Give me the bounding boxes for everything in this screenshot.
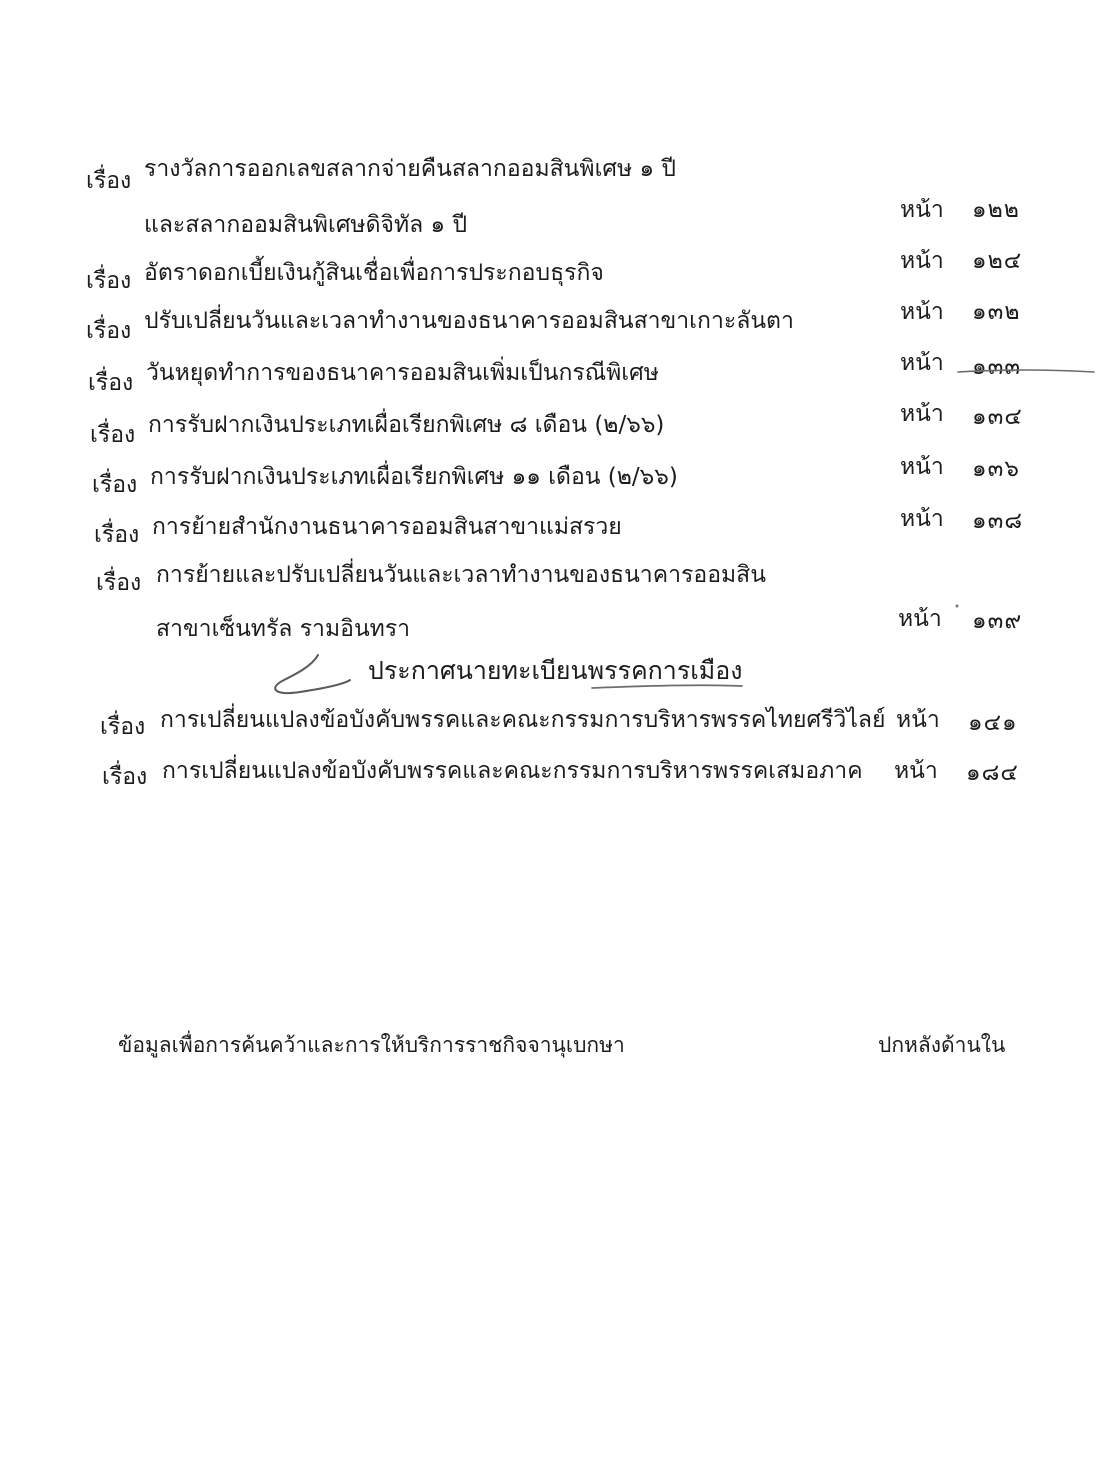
entry-title: ปรับเปลี่ยนวันและเวลาทำงานของธนาคารออมสินสาขาเกาะลันตา	[144, 308, 794, 334]
entry-label: เรื่อง	[86, 318, 132, 344]
page-number: ๑๓๖	[972, 456, 1020, 482]
entry-label: เรื่อง	[94, 522, 140, 548]
page-number: ๑๓๔	[972, 404, 1023, 430]
footer-page-location: ปกหลังด้านใน	[878, 1033, 1006, 1057]
page-label: หน้า	[900, 506, 944, 532]
page-number: ๑๓๘	[972, 508, 1024, 534]
section-heading: ประกาศนายทะเบียนพรรคการเมือง	[368, 656, 743, 685]
page-number: ๑๒๔	[972, 248, 1023, 274]
page-number: ๑๓๓	[972, 354, 1022, 380]
entry-title: อัตราดอกเบี้ยเงินกู้สินเชื่อเพื่อการประกอบธุรกิจ	[144, 260, 604, 286]
entry-label: เรื่อง	[102, 764, 148, 790]
page-label: หน้า	[894, 758, 938, 784]
entry-title: การรับฝากเงินประเภทเผื่อเรียกพิเศษ ๘ เดือน (๒/๖๖)	[148, 412, 665, 438]
page-label: หน้า	[900, 299, 944, 325]
entry-title: การย้ายสำนักงานธนาคารออมสินสาขาแม่สรวย	[152, 514, 622, 540]
page-number: ๑๓๒	[972, 299, 1021, 325]
entry-title: การย้ายและปรับเปลี่ยนวันและเวลาทำงานของธนาคารออมสิน	[156, 562, 766, 588]
page-label: หน้า	[900, 401, 944, 427]
entry-label: เรื่อง	[88, 370, 134, 396]
page-label: หน้า	[900, 350, 944, 376]
entry-label: เรื่อง	[86, 168, 132, 194]
page-number: ๑๔๑	[968, 710, 1018, 736]
entry-title: การรับฝากเงินประเภทเผื่อเรียกพิเศษ ๑๑ เดือน (๒/๖๖)	[150, 464, 678, 490]
entry-label: เรื่อง	[86, 268, 132, 294]
page-label: หน้า	[900, 454, 944, 480]
entry-title: การเปลี่ยนแปลงข้อบังคับพรรคและคณะกรรมการบริหารพรรคเสมอภาค	[162, 758, 863, 784]
page-number: ๑๓๙	[972, 608, 1023, 634]
entry-label: เรื่อง	[92, 472, 138, 498]
page-label: หน้า	[900, 248, 944, 274]
page-label: หน้า	[900, 197, 944, 223]
entry-title-continued: และสลากออมสินพิเศษดิจิทัล ๑ ปี	[144, 212, 468, 238]
page-label: หน้า	[898, 606, 942, 632]
entry-label: เรื่อง	[90, 422, 136, 448]
entry-title: วันหยุดทำการของธนาคารออมสินเพิ่มเป็นกรณีพิเศษ	[146, 360, 659, 386]
page-number: ๑๘๔	[966, 760, 1019, 786]
footer-source-note: ข้อมูลเพื่อการค้นคว้าและการให้บริการราชกิจจานุเบกษา	[118, 1033, 625, 1057]
entry-label: เรื่อง	[100, 714, 146, 740]
page-label: หน้า	[896, 707, 940, 733]
entry-title: การเปลี่ยนแปลงข้อบังคับพรรคและคณะกรรมการบริหารพรรคไทยศรีวิไลย์	[160, 707, 886, 733]
entry-title: รางวัลการออกเลขสลากจ่ายคืนสลากออมสินพิเศษ ๑ ปี	[144, 156, 677, 182]
entry-label: เรื่อง	[96, 570, 142, 596]
entry-title-continued: สาขาเซ็นทรัล รามอินทรา	[156, 616, 411, 642]
page-number: ๑๒๒	[972, 197, 1020, 223]
